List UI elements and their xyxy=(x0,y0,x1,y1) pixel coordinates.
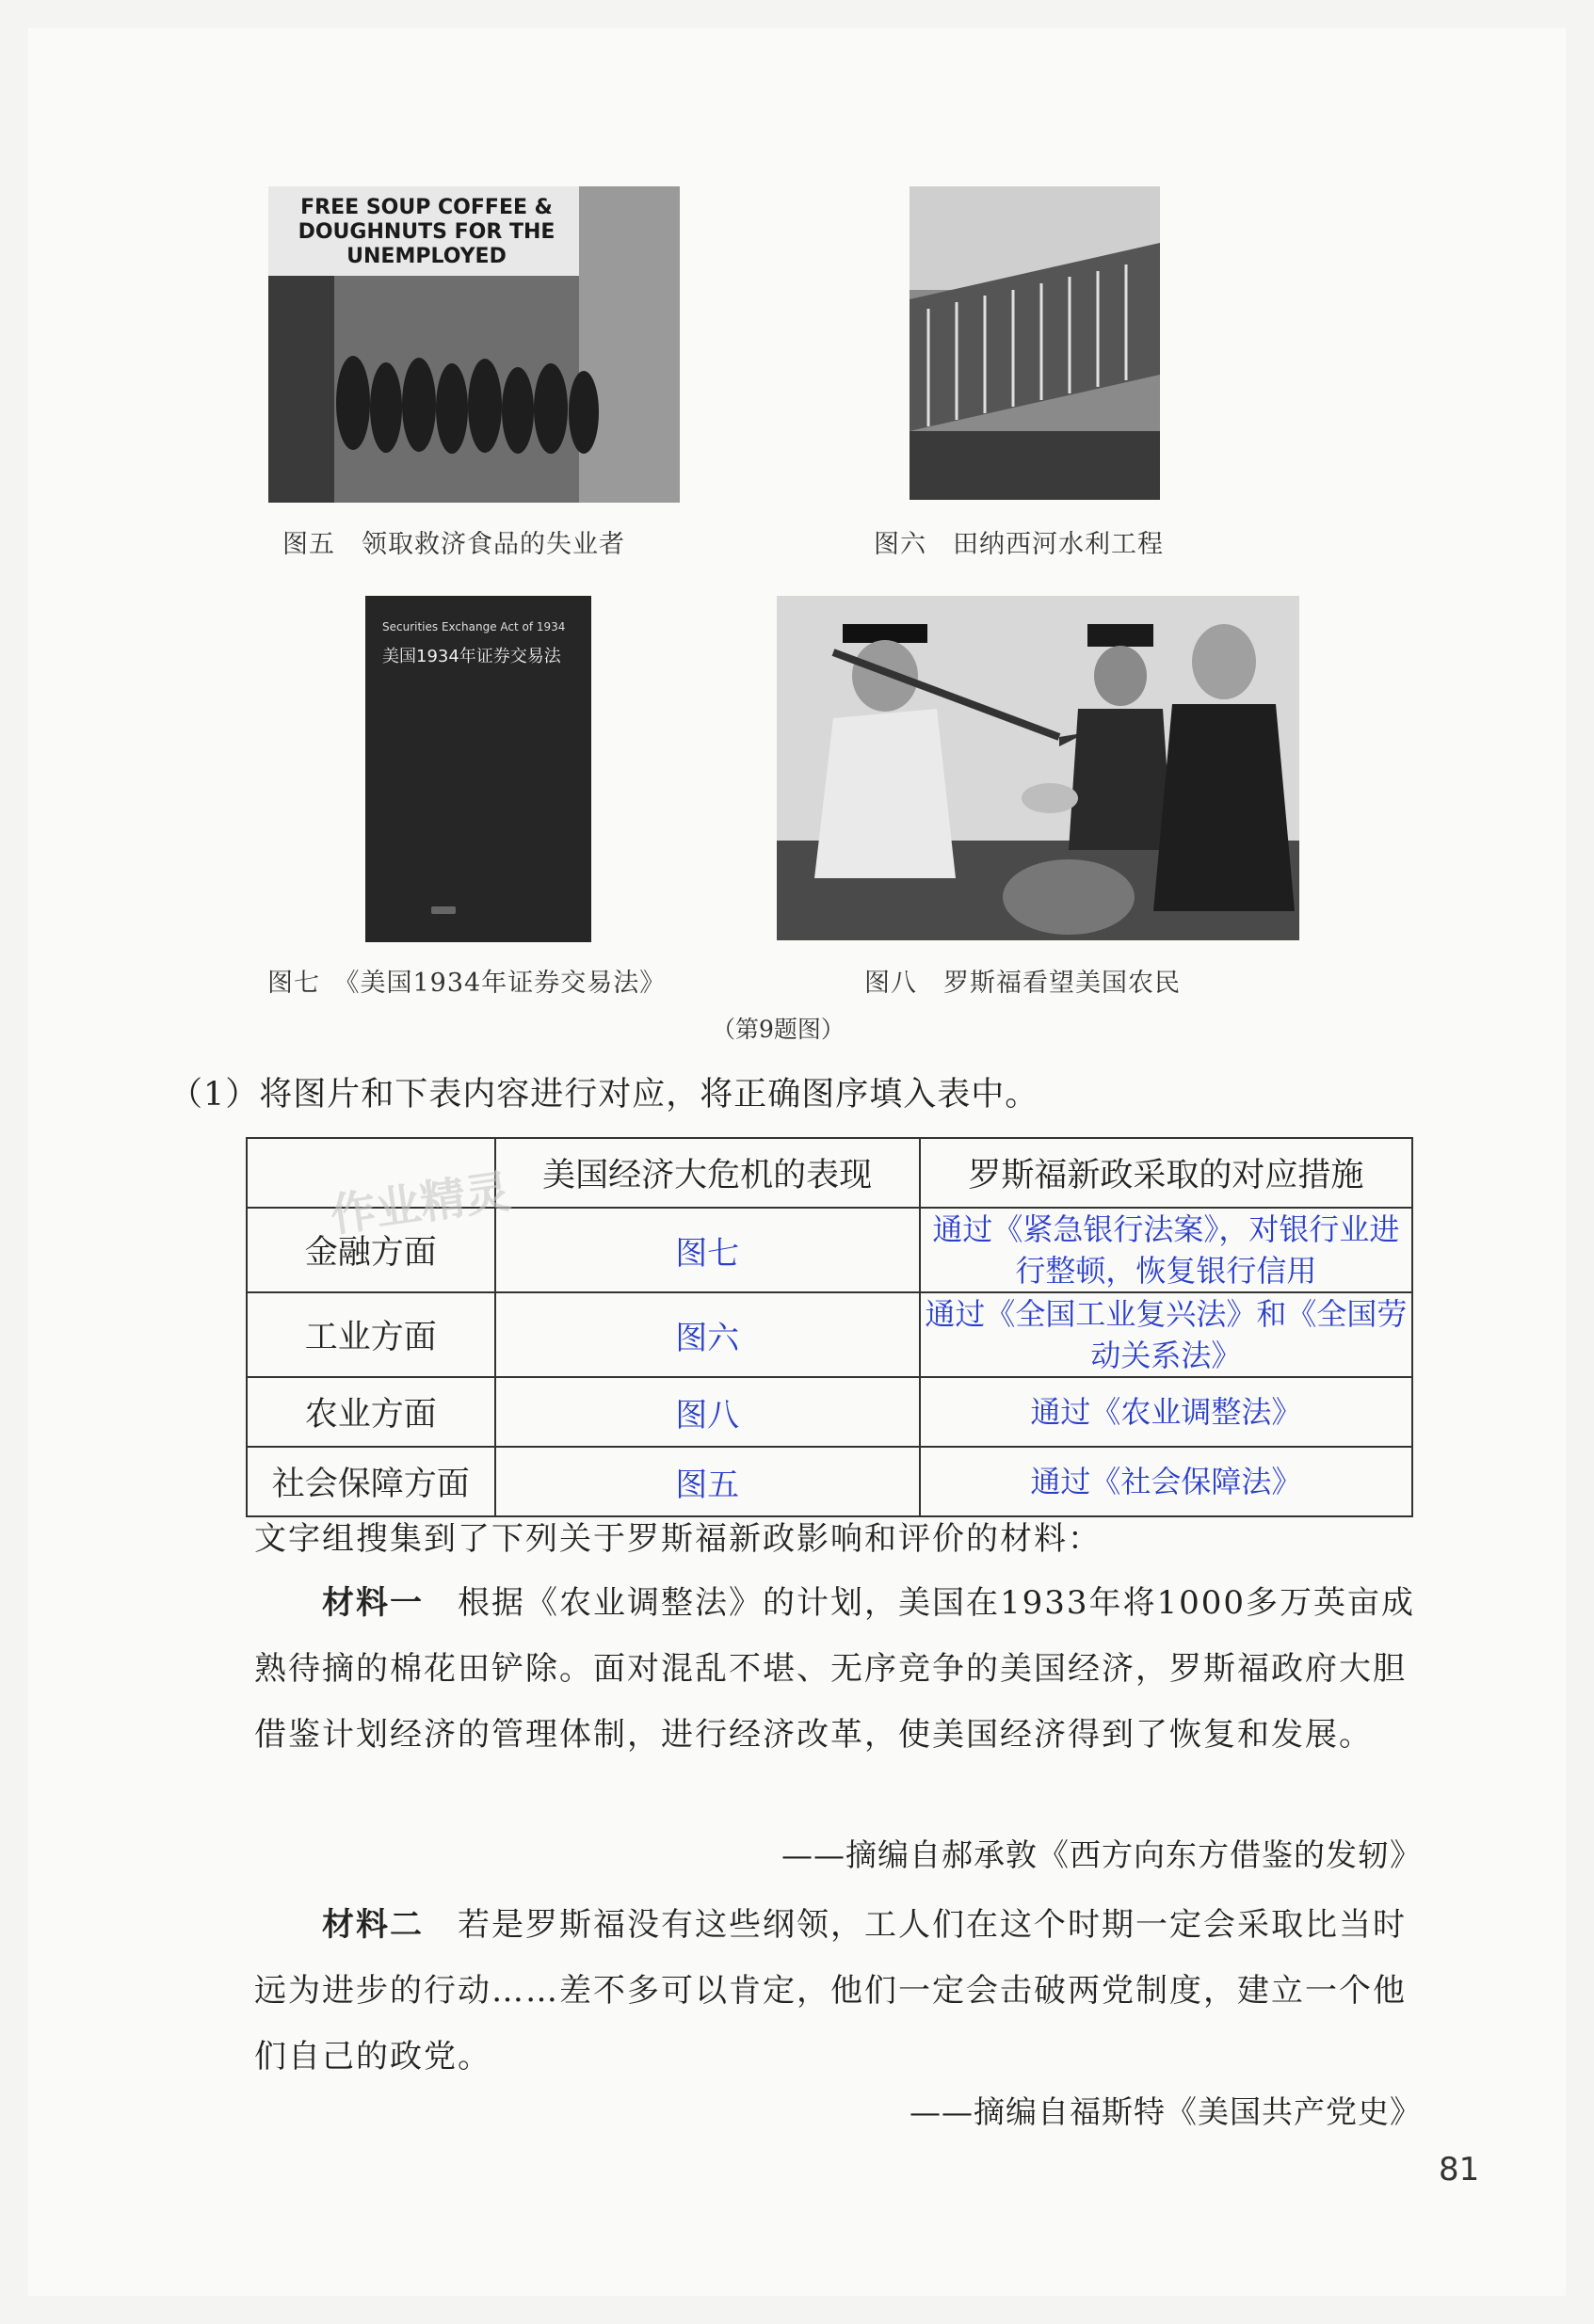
fig5-caption: 图五 领取救济食品的失业者 xyxy=(282,530,625,559)
figure-unemployed-soup-line xyxy=(268,186,680,503)
roosevelt-photo xyxy=(777,596,1299,940)
material-2-text: 若是罗斯福没有这些纲领，工人们在这个时期一定会采取比当时远为进步的行动……差不多可以肯定，他们一定会击破两党制度，建立一个他们自己的政党。 xyxy=(254,1906,1407,2076)
answer-cell[interactable]: 图六 xyxy=(495,1292,920,1377)
book-title-zh: 美国1934年证券交易法 xyxy=(382,647,561,666)
answer-cell[interactable]: 图五 xyxy=(495,1447,920,1516)
intro-text: 文字组搜集到了下列关于罗斯福新政影响和评价的材料： xyxy=(254,1520,1102,1558)
material-2-source: ——摘编自福斯特《美国共产党史》 xyxy=(910,2093,1422,2130)
answer-cell[interactable]: 图八 xyxy=(495,1377,920,1447)
table-row xyxy=(247,1377,1412,1447)
aspect-cell: 农业方面 xyxy=(247,1377,495,1447)
aspect-cell: 工业方面 xyxy=(247,1292,495,1377)
figure-group-caption: （第9题图） xyxy=(712,1016,845,1043)
question-1: （1）将图片和下表内容进行对应，将正确图序填入表中。 xyxy=(169,1076,1039,1114)
measure-cell: 通过《紧急银行法案》，对银行业进行整顿，恢复银行信用 xyxy=(920,1208,1412,1292)
table-row xyxy=(247,1292,1412,1377)
measure-cell: 通过《全国工业复兴法》和《全国劳动关系法》 xyxy=(920,1292,1412,1377)
material-2 xyxy=(254,1892,1422,2090)
page-number: 81 xyxy=(1439,2151,1480,2188)
aspect-cell: 社会保障方面 xyxy=(247,1447,495,1516)
figure-roosevelt-farmers xyxy=(777,596,1299,940)
dam-photo xyxy=(910,186,1160,500)
book-title-en: Securities Exchange Act of 1934 xyxy=(382,620,566,633)
fig7-caption: 图七 《美国1934年证券交易法》 xyxy=(267,969,667,998)
watermark: 作业精灵 xyxy=(327,1164,514,1243)
material-2-label: 材料二 xyxy=(322,1906,424,1944)
figure-tennessee-dam xyxy=(910,186,1160,500)
measure-cell: 通过《社会保障法》 xyxy=(920,1447,1412,1516)
answer-cell[interactable]: 图七 xyxy=(495,1208,920,1292)
material-1-text: 根据《农业调整法》的计划，美国在1933年将1000多万英亩成熟待摘的棉花田铲除。面对混乱不堪、无序竞争的美国经济，罗斯福政府大胆借鉴计划经济的管理体制，进行经济改革，使美国经济得到了恢复和发展。 xyxy=(254,1584,1416,1754)
figure-securities-act-book xyxy=(365,596,591,942)
table-header-cell: 美国经济大危机的表现 xyxy=(495,1138,920,1208)
fig8-caption: 图八 罗斯福看望美国农民 xyxy=(864,969,1181,998)
material-1-label: 材料一 xyxy=(322,1584,424,1622)
material-1-source: ——摘编自郝承敦《西方向东方借鉴的发轫》 xyxy=(781,1836,1422,1873)
aspect-cell: 金融方面 xyxy=(247,1208,495,1292)
fig6-caption: 图六 田纳西河水利工程 xyxy=(874,530,1164,559)
table-header-cell: 罗斯福新政采取的对应措施 xyxy=(920,1138,1412,1208)
fig5-sign: FREE SOUP COFFEE & DOUGHNUTS FOR THE UNEMPLOYED xyxy=(298,196,555,268)
book-publisher-mark xyxy=(431,906,456,914)
measure-cell: 通过《农业调整法》 xyxy=(920,1377,1412,1447)
material-1 xyxy=(254,1570,1422,1768)
